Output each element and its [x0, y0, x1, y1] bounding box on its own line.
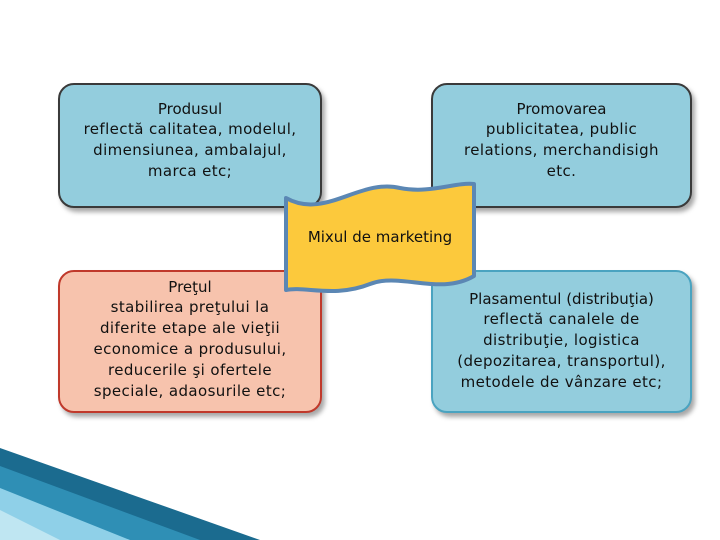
pretul-desc-line: stabilirea preţului la — [110, 298, 270, 316]
plasamentul-desc-line: (depozitarea, transportul), — [457, 352, 666, 370]
produsul-desc-line: reflectă calitatea, modelul, — [83, 120, 297, 138]
produsul-description — [60, 119, 320, 182]
plasamentul-description — [433, 309, 690, 393]
produsul-title: Produsul — [157, 100, 223, 118]
plasamentul-desc-line: reflectă canalele de — [483, 310, 640, 328]
plasamentul-title: Plasamentul (distribuţia) — [469, 290, 654, 308]
corner-decoration — [0, 448, 260, 540]
promovarea-title: Promovarea — [516, 100, 607, 118]
pretul-desc-line: speciale, adaosurile etc; — [93, 382, 287, 400]
pretul-desc-line: economice a produsului, — [93, 340, 287, 358]
promovarea-desc-line: relations, merchandisigh — [464, 141, 659, 159]
pretul-desc-line: reducerile şi ofertele — [108, 361, 272, 379]
pretul-desc-line: diferite etape ale vieţii — [99, 319, 281, 337]
center-label: Mixul de marketing — [307, 228, 453, 246]
pretul-title: Preţul — [168, 278, 212, 296]
pretul-description — [60, 297, 320, 402]
produsul-desc-line: dimensiunea, ambalajul, — [93, 141, 287, 159]
promovarea-desc-line: etc. — [546, 162, 577, 180]
promovarea-desc-line: publicitatea, public — [485, 120, 638, 138]
plasamentul-desc-line: distribuţie, logistica — [483, 331, 640, 349]
promovarea-description — [433, 119, 690, 182]
plasamentul-desc-line: metodele de vânzare etc; — [460, 373, 663, 391]
produsul-desc-line: marca etc; — [147, 162, 233, 180]
